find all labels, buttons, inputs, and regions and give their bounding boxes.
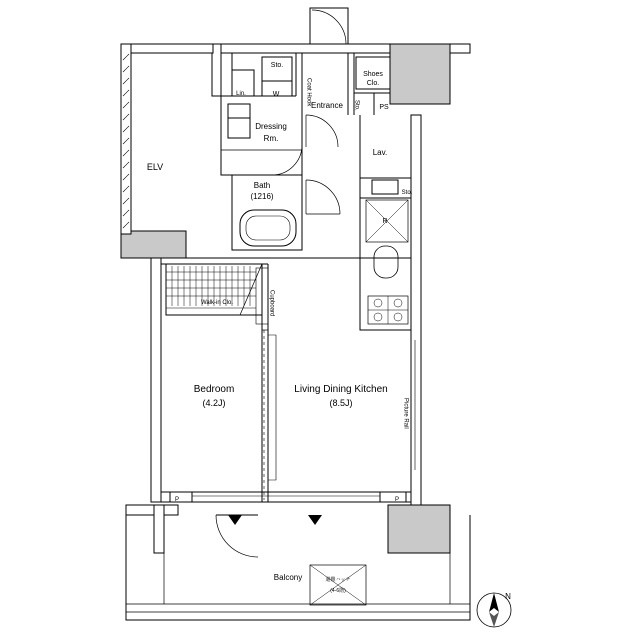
plan-label: ELV	[146, 162, 164, 172]
plan-label: Walk-in Clo.	[200, 300, 234, 306]
plan-label: Sto.	[401, 190, 413, 196]
room-name: Living Dining Kitchen	[294, 384, 388, 395]
plan-label: N	[505, 592, 511, 601]
room-label-bedroom	[194, 382, 235, 411]
plan-label: 避難ハッチ	[325, 577, 351, 583]
plan-label: P	[394, 497, 400, 503]
plan-label: Clo.	[366, 80, 380, 87]
plan-label: (4-6階)	[330, 588, 346, 594]
room-name: Bedroom	[193, 384, 235, 395]
plan-label: Coat Hook	[305, 78, 312, 107]
plan-label: R	[382, 218, 388, 225]
room-label-living-dining-kitchen	[294, 382, 387, 411]
plan-label: Balcony	[273, 573, 303, 582]
plan-label: PS	[379, 104, 389, 111]
plan-label: P	[174, 497, 180, 503]
plan-label: (1216)	[250, 192, 274, 201]
plan-label: Sto.	[353, 100, 360, 111]
plan-label: W	[272, 91, 280, 98]
plan-label: Bath	[253, 181, 271, 190]
plan-label: Shoes	[363, 71, 383, 78]
room-area: (4.2J)	[202, 398, 226, 408]
plan-label: Sto.	[270, 62, 284, 69]
plan-label: Dressing	[255, 122, 287, 131]
plan-label: Picture Rail	[402, 398, 409, 429]
plan-label: Lav.	[372, 148, 388, 157]
plan-label: Lin.	[236, 91, 246, 97]
room-area: (8.5J)	[329, 398, 353, 408]
plan-label: Entrance	[310, 101, 344, 110]
plan-label: Rm.	[263, 134, 279, 143]
plan-label: Cupboard	[268, 290, 275, 317]
